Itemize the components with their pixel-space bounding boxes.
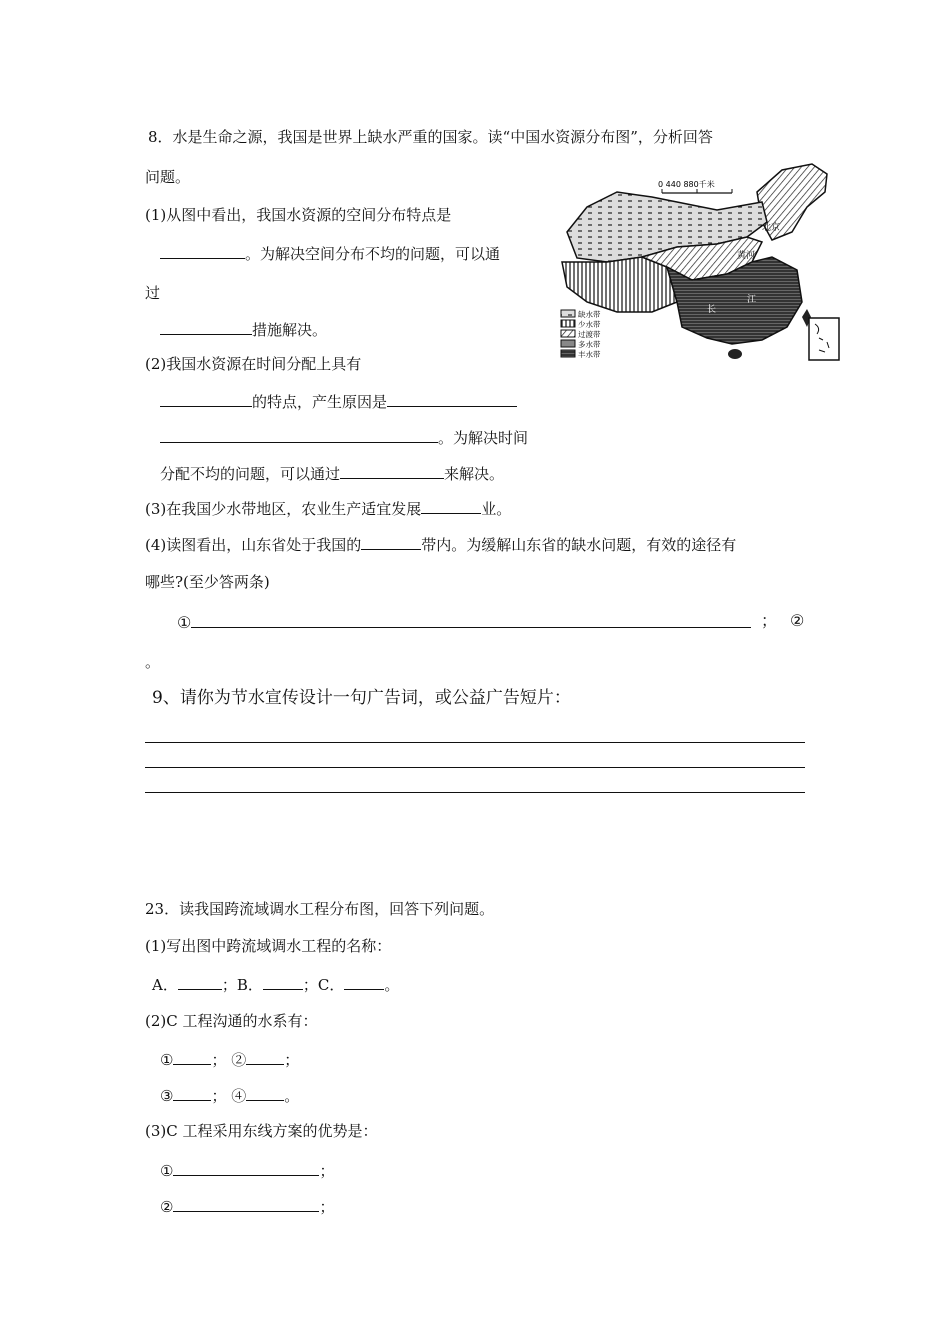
q8-p2-line1	[160, 390, 517, 412]
marker-1: ①	[160, 1162, 174, 1180]
q9-text: 9、请你为节水宣传设计一句广告词，或公益广告短片：	[152, 688, 571, 708]
legend-item: 缺水带	[578, 310, 601, 319]
answer-line[interactable]	[145, 767, 805, 768]
answer-blank[interactable]	[191, 611, 751, 628]
answer-blank[interactable]	[246, 1084, 284, 1101]
answer-marker-2: ②	[790, 611, 805, 630]
legend-item: 过渡带	[578, 330, 601, 339]
legend-item: 丰水带	[578, 350, 601, 359]
answer-blank[interactable]	[173, 1084, 211, 1101]
map-label-beijing: 北京	[762, 223, 781, 233]
q23-p2-line1	[160, 1048, 299, 1070]
q8-p4-c: 哪些?(至少答两条)	[145, 573, 270, 591]
answer-blank[interactable]	[173, 1048, 211, 1065]
answer-blank[interactable]	[178, 973, 222, 990]
answer-blank[interactable]	[173, 1195, 319, 1212]
answer-blank[interactable]	[340, 462, 444, 479]
q23-p2: (2)C 工程沟通的水系有：	[145, 1012, 318, 1030]
q23-abc-line	[152, 973, 399, 995]
q23-intro: 23．读我国跨流域调水工程分布图，回答下列问题。	[145, 900, 495, 918]
marker-4: ； ④	[211, 1087, 247, 1105]
south-china-sea-inset	[809, 318, 839, 360]
legend-item: 多水带	[578, 340, 601, 349]
map-label-chang: 长	[707, 305, 717, 315]
map-scale: 0 440 880千米	[658, 180, 715, 189]
q8-p1-b: 。为解决空间分布不均的问题，可以通	[245, 245, 501, 263]
q8-p1-d: 措施解决。	[252, 321, 328, 339]
semicolon: ；	[319, 1198, 335, 1216]
semicolon: ；	[319, 1162, 335, 1180]
answer-blank[interactable]	[173, 1159, 319, 1176]
answer-line[interactable]	[145, 742, 805, 743]
end-mark: 。	[384, 976, 400, 994]
q23-p3-line2	[160, 1195, 334, 1217]
q8-p4-line	[145, 533, 736, 555]
q8-end: 。	[145, 653, 161, 671]
map-label-huanghe: 黄河	[737, 251, 756, 261]
q8-p3-line	[145, 497, 511, 519]
q23-p3: (3)C 工程采用东线方案的优势是：	[145, 1122, 378, 1140]
q8-p4-b: 带内。为缓解山东省的缺水问题，有效的途径有	[421, 536, 737, 554]
map-label-jiang: 江	[747, 295, 757, 305]
marker-2: ； ②	[211, 1051, 247, 1069]
q8-p1-line2	[160, 318, 327, 340]
label-b: ；B．	[221, 976, 263, 994]
q8-p1-c: 过	[145, 284, 161, 302]
q8-p2-d1: 分配不均的问题，可以通过	[160, 465, 341, 483]
answer-line[interactable]	[145, 792, 805, 793]
q8-p3-b: 业。	[481, 500, 512, 518]
q8-p3-a: (3)在我国少水带地区，农业生产适宜发展	[145, 500, 422, 518]
q8-p2-line2	[160, 426, 528, 448]
q23-p2-line2	[160, 1084, 299, 1106]
label-a: A．	[152, 976, 178, 994]
answer-blank[interactable]	[387, 390, 517, 407]
answer-blank[interactable]	[246, 1048, 284, 1065]
q8-p2-d2: 来解决。	[444, 465, 505, 483]
q8-p1-a: (1)从图中看出，我国水资源的空间分布特点是	[145, 206, 452, 224]
answer-blank[interactable]	[263, 973, 303, 990]
label-c: ；C．	[302, 976, 345, 994]
q8-p4-a: (4)读图看出，山东省处于我国的	[145, 536, 362, 554]
answer-blank[interactable]	[160, 318, 252, 335]
q8-p1-line	[160, 242, 500, 264]
q8-p2-c: 。为解决时间	[438, 429, 529, 447]
semicolon: ；	[284, 1051, 300, 1069]
map-legend	[561, 309, 601, 359]
answer-blank[interactable]	[160, 426, 438, 443]
answer-blank[interactable]	[421, 497, 481, 514]
answer-marker-1: ①	[177, 613, 192, 632]
answer-blank[interactable]	[160, 242, 245, 259]
answer-blank[interactable]	[344, 973, 384, 990]
marker-3: ③	[160, 1087, 174, 1105]
q8-p2-line3	[160, 462, 504, 484]
answer-blank[interactable]	[361, 533, 421, 550]
answer-blank[interactable]	[160, 390, 252, 407]
marker-2: ②	[160, 1198, 174, 1216]
q23-p1: (1)写出图中跨流域调水工程的名称：	[145, 937, 392, 955]
legend-item: 少水带	[578, 320, 601, 329]
q8-sep: ；	[761, 611, 778, 630]
q8-intro-line2: 问题。	[145, 168, 191, 186]
end-mark: 。	[284, 1087, 300, 1105]
q23-p3-line1	[160, 1159, 334, 1181]
q8-p2-b: 的特点，产生原因是	[252, 393, 388, 411]
q8-p2-a: (2)我国水资源在时间分配上具有	[145, 355, 362, 373]
q8-answer-line	[177, 611, 751, 633]
marker-1: ①	[160, 1051, 174, 1069]
q8-intro-line1: 8．水是生命之源，我国是世界上缺水严重的国家。读“中国水资源分布图”，分析回答	[148, 128, 713, 146]
china-water-resources-map	[557, 162, 843, 368]
